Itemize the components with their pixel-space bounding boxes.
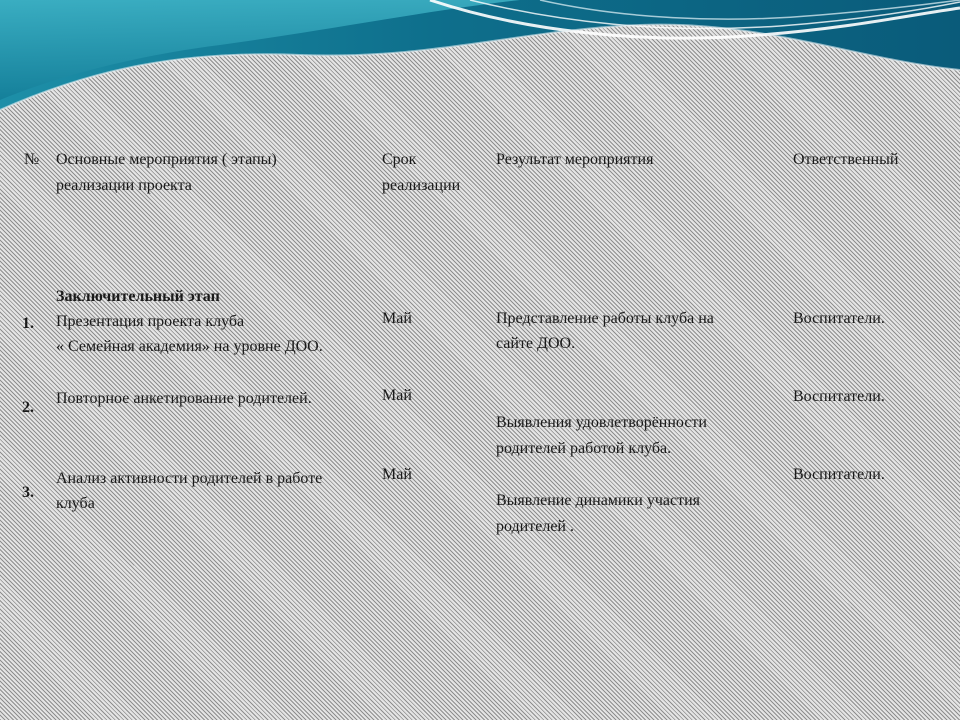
header-result: Результат мероприятия xyxy=(496,151,654,168)
row-2-event-line1: Повторное анкетирование родителей. xyxy=(56,390,312,407)
header-term-line1: Срок xyxy=(382,151,417,168)
row-3-responsible: Воспитатели. xyxy=(793,466,885,483)
row-3-event-line1: Анализ активности родителей в работе xyxy=(56,470,323,487)
row-2-term: Май xyxy=(382,387,412,404)
row-2-num: 2. xyxy=(22,399,34,416)
row-3-result-line1: Выявление динамики участия xyxy=(496,492,700,509)
row-1-result-line1: Представление работы клуба на xyxy=(496,310,714,327)
row-1-result-line2: сайте ДОО. xyxy=(496,335,576,352)
row-1-event-line2: « Семейная академия» на уровне ДОО. xyxy=(56,338,323,355)
header-responsible: Ответственный xyxy=(793,151,899,168)
header-term-line2: реализации xyxy=(382,177,461,194)
header-events-line1: Основные мероприятия ( этапы) xyxy=(56,151,277,168)
row-1-event-line1: Презентация проекта клуба xyxy=(56,313,245,330)
row-1-responsible: Воспитатели. xyxy=(793,310,885,327)
row-3-event-line2: клуба xyxy=(56,495,95,512)
row-3-result-line2: родителей . xyxy=(496,518,574,535)
stage-title: Заключительный этап xyxy=(56,288,220,305)
header-events-line2: реализации проекта xyxy=(56,177,192,194)
row-1-term: Май xyxy=(382,310,412,327)
header-num: № xyxy=(24,151,40,168)
row-2-result-line1: Выявления удовлетворённости xyxy=(496,414,707,431)
row-3-term: Май xyxy=(382,466,412,483)
row-2-result-line2: родителей работой клуба. xyxy=(496,440,672,457)
row-2-responsible: Воспитатели. xyxy=(793,388,885,405)
row-1-num: 1. xyxy=(22,315,34,332)
row-3-num: 3. xyxy=(22,484,34,501)
